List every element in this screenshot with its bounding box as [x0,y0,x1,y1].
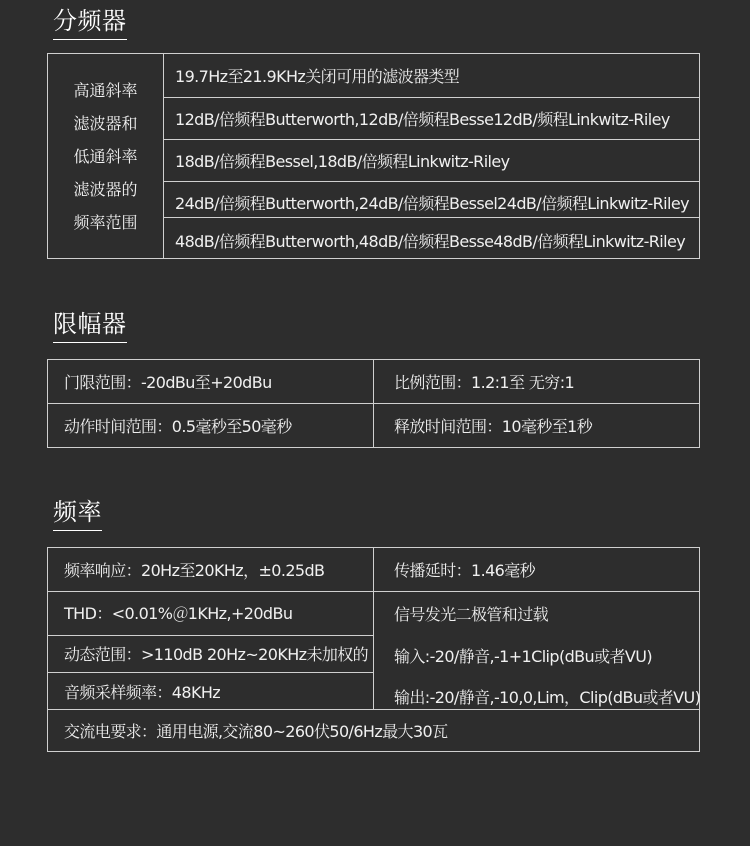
limiter-threshold: 门限范围：-20dBu至+20dBu [64,373,272,392]
led-indicator: 信号发光二极管和过载 [394,604,549,624]
limiter-title: 限幅器 [53,308,127,343]
crossover-title: 分频器 [53,5,127,40]
left-label-line: 频率范围 [73,212,138,232]
crossover-row: 48dB/倍频程Butterworth,48dB/倍频程Besse48dB/倍频程Linkwitz-Riley [175,231,686,251]
limiter-attack: 动作时间范围：0.5毫秒至50毫秒 [64,417,292,436]
left-label-line: 高通斜率 [73,80,138,100]
limiter-table [47,359,700,448]
sample-rate: 音频采样频率：48KHz [64,682,221,702]
propagation-latency: 传播延时：1.46毫秒 [394,561,536,580]
crossover-left-label [48,54,163,258]
crossover-row: 18dB/倍频程Bessel,18dB/倍频程Linkwitz-Riley [175,151,510,171]
crossover-row: 19.7Hz至21.9KHz关闭可用的滤波器类型 [175,67,460,86]
frequency-table [47,547,700,752]
crossover-table [47,53,700,259]
thd-spec: THD：<0.01%＠1KHz,+20dBu [64,603,293,623]
frequency-title: 频率 [53,496,102,531]
limiter-ratio: 比例范围：1.2:1至 无穷:1 [394,373,575,392]
left-label-line: 滤波器和 [73,113,138,133]
left-label-line: 滤波器的 [73,179,138,199]
power-requirement: 交流电要求：通用电源,交流80~260伏50/6Hz最大30瓦 [64,722,448,741]
left-label-line: 低通斜率 [73,146,138,166]
output-meter: 输出:-20/静音,-10,0,Lim，Clip(dBu或者VU) [394,687,701,707]
input-meter: 输入:-20/静音,-1+1Clip(dBu或者VU) [394,646,652,666]
crossover-row: 24dB/倍频程Butterworth,24dB/倍频程Bessel24dB/倍频程Linkwitz-Riley [175,193,689,213]
limiter-release: 释放时间范围：10毫秒至1秒 [394,417,593,436]
frequency-response: 频率响应：20Hz至20KHz，±0.25dB [64,561,325,580]
dynamic-range: 动态范围：>110dB 20Hz~20KHz未加权的 [64,644,369,664]
crossover-row: 12dB/倍频程Butterworth,12dB/倍频程Besse12dB/频程Linkwitz-Riley [175,109,670,129]
